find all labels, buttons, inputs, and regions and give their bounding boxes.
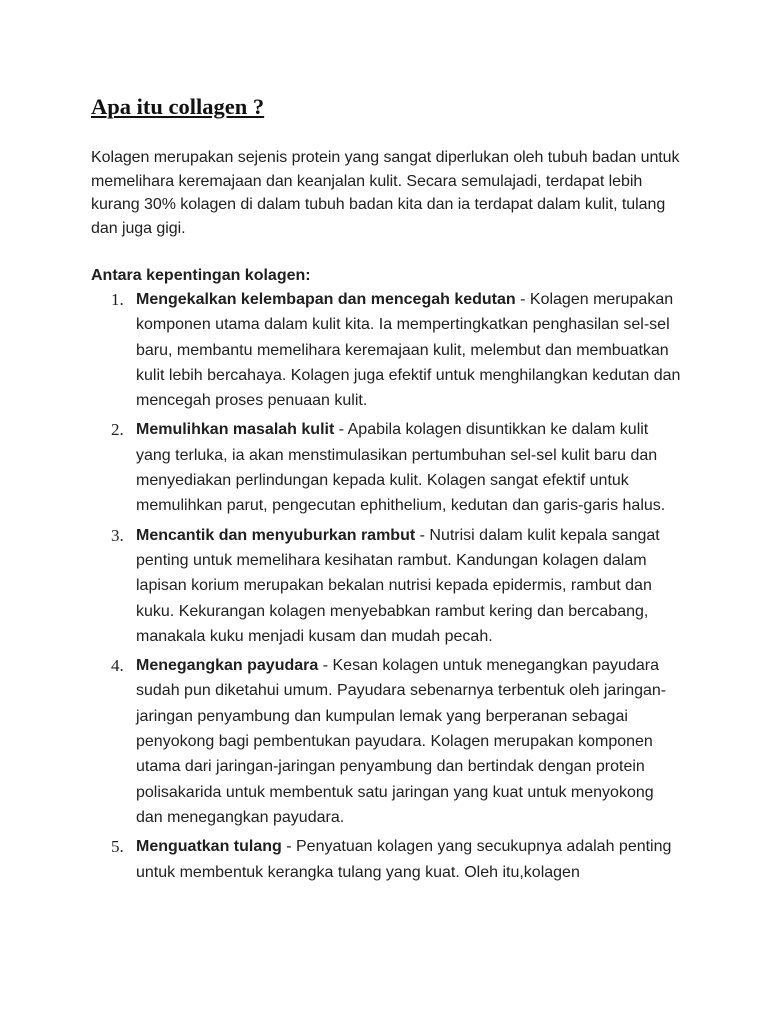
list-item-number: 2. <box>111 420 124 440</box>
list-item-text: - Penyatuan kolagen yang secukupnya adalah penting untuk membentuk kerangka tulang yang kuat. Oleh itu,kolagen <box>136 838 672 881</box>
document-page <box>91 93 681 889</box>
list-item-term: Menegangkan payudara <box>136 657 319 675</box>
list-item <box>91 653 681 830</box>
list-item-text: - Nutrisi dalam kulit kepala sangat penting untuk memelihara kesihatan rambut. Kandungan kolagen dalam lapisan korium merupakan bekalan nutrisi kepada epidermis, rambut dan kuku. Kekurangan kolagen menyebabkan rambut kering dan bercabang, manakala kuku menjadi kusam dan mudah pecah. <box>136 526 660 645</box>
list-item <box>91 287 681 413</box>
list-item-term: Memulihkan masalah kulit <box>136 421 335 439</box>
list-item <box>91 417 681 518</box>
list-item-text: - Apabila kolagen disuntikkan ke dalam kulit yang terluka, ia akan menstimulasikan pertumbuhan sel-sel kulit baru dan menyediakan perlindungan kepada kulit. Kolagen sangat efektif untuk memulihkan parut, pengecutan ephithelium, kedutan dan garis-garis halus. <box>136 421 666 515</box>
section-heading: Antara kepentingan kolagen: <box>91 267 311 284</box>
list-item-number: 5. <box>111 837 124 857</box>
list-item <box>91 523 681 649</box>
benefits-list <box>91 287 681 885</box>
list-item-text: - Kesan kolagen untuk menegangkan payudara sudah pun diketahui umum. Payudara sebenarnya terbentuk oleh jaringan-jaringan penyambung dan kumpulan lemak yang berperanan sebagai penyokong bagi pembentukan payudara. Kolagen merupakan komponen utama dari jaringan-jaringan penyambung dan bertindak dengan protein polisakarida untuk membentuk satu jaringan yang kuat untuk menyokong dan menegangkan payudara. <box>136 657 667 826</box>
list-item-term: Mengekalkan kelembapan dan mencegah kedutan <box>136 291 516 308</box>
list-item-term: Menguatkan tulang <box>136 838 282 856</box>
list-item-term: Mencantik dan menyuburkan rambut <box>136 526 416 544</box>
intro-paragraph: Kolagen merupakan sejenis protein yang sangat diperlukan oleh tubuh badan untuk memelihara keremajaan dan keanjalan kulit. Secara semulajadi, terdapat lebih kurang 30% kolagen di dalam tubuh badan kita dan ia terdapat dalam kulit, tulang dan juga gigi. <box>91 149 680 237</box>
list-item-text: - Kolagen merupakan komponen utama dalam kulit kita. Ia mempertingkatkan penghasilan sel-sel baru, membantu memelihara keremajaan kulit, melembut dan membuatkan kulit lebih bercahaya. Kolagen juga efektif untuk menghilangkan kedutan dan mencegah proses penuaan kulit. <box>136 291 681 410</box>
document-title: Apa itu collagen ? <box>91 94 265 119</box>
list-item <box>91 834 681 885</box>
list-item-number: 1. <box>111 290 124 309</box>
list-item-number: 4. <box>111 656 124 676</box>
list-item-number: 3. <box>111 525 124 545</box>
